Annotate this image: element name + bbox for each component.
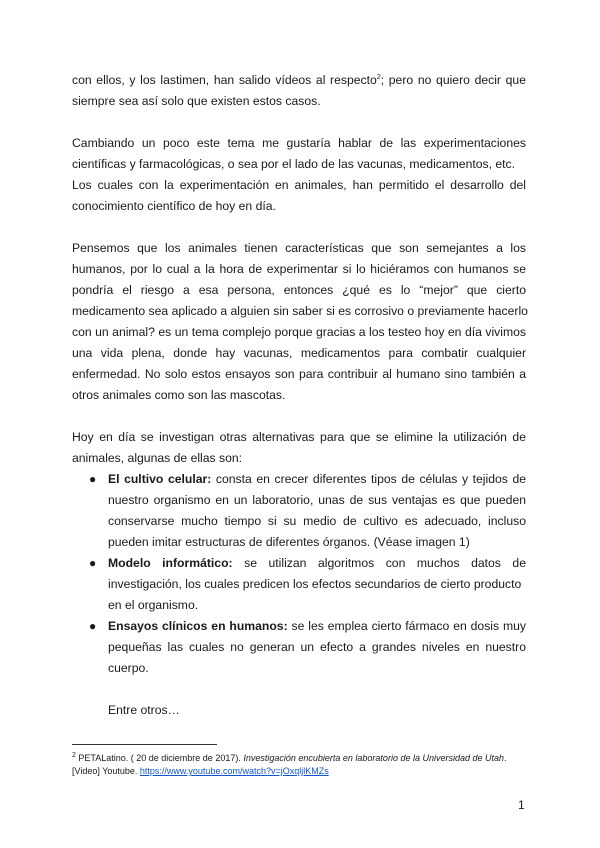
list-item-heading: Ensayos clínicos en humanos: xyxy=(108,619,288,633)
footnote-title: Investigación encubierta en laboratorio de la Universidad de Utah xyxy=(243,753,505,763)
paragraph-2-line-1: Cambiando un poco este tema me gustaría hablar de las experimentaciones xyxy=(72,136,526,150)
paragraph-3-line-5: con un animal? es un tema complejo porque gracias a los testeo hoy en día vivimos xyxy=(72,325,526,339)
footnote: $^2$ PETALatino. ( 20 de diciembre de 2017). Investigación encubierta en laboratorio de la Universidad de Utah. [Video] Youtube. https://www.youtube.com/watch?v=jOxqljlKMZs xyxy=(72,752,507,776)
list-item: ● Modelo informático: se utilizan algoritmos con muchos datos de investigación, los cuales predicen los efectos secundarios de cierto producto en el organismo. xyxy=(108,553,526,616)
page-number: 1 xyxy=(518,798,525,812)
bullet-icon: ● xyxy=(89,556,97,570)
footnote-reference[interactable]: 2 xyxy=(376,73,381,81)
paragraph-1-line-2: siempre sea así solo que existen estos casos. xyxy=(72,94,321,108)
bullet-icon: ● xyxy=(89,619,97,633)
paragraph-2-line-3: Los cuales con la experimentación en animales, han permitido el desarrollo del xyxy=(72,178,526,192)
paragraph-2-line-2: científicas y farmacológicas, o sea por el lado de las vacunas, medicamentos, etc. xyxy=(72,157,516,171)
paragraph-2 xyxy=(72,133,526,217)
list-item: ● El cultivo celular: consta en crecer diferentes tipos de células y tejidos de nuestro organismo en un laboratorio, unas de sus ventajas es que pueden conservarse mucho tiempo si su medio de cultivo es adecuado, incluso pueden imitar estructuras de diferentes órganos. (Véase imagen 1) xyxy=(108,469,526,553)
bullet-icon: ● xyxy=(89,472,97,486)
paragraph-3-line-1: Pensemos que los animales tienen características que son semejantes a los xyxy=(72,241,526,255)
paragraph-3-line-8: otros animales como son las mascotas. xyxy=(72,388,286,402)
paragraph-4-line-2: animales, algunas de ellas son: xyxy=(72,451,243,465)
paragraph-3-line-6: una vida plena, donde hay vacunas, medicamentos para combatir cualquier xyxy=(72,346,526,360)
list-item-heading: El cultivo celular: xyxy=(108,472,212,486)
paragraph-3-line-4: medicamento sea aplicado a alguien sin saber si es corrosivo o previamente hacerlo xyxy=(72,304,528,318)
list-item: ● Ensayos clínicos en humanos: se les emplea cierto fármaco en dosis muy pequeñas las cuales no generan un efecto a grandes niveles en nuestro cuerpo. xyxy=(108,616,526,679)
closing-text: Entre otros… xyxy=(108,703,180,717)
paragraph-1 xyxy=(72,70,526,112)
footnote-link[interactable]: https://www.youtube.com/watch?v=jOxqljlKMZs xyxy=(139,766,329,776)
paragraph-3-line-3: pondría el riesgo a esa persona, entonces ¿qué es lo “mejor” que cierto xyxy=(72,283,526,297)
footnote-divider xyxy=(72,744,217,745)
paragraph-1-line-1: con ellos, y los lastimen, han salido vídeos al respecto$^2$; pero no quiero decir que xyxy=(72,73,526,87)
paragraph-4-line-1: Hoy en día se investigan otras alternativas para que se elimine la utilización de xyxy=(72,430,526,444)
paragraph-3-line-7: enfermedad. No solo estos ensayos son para contribuir al humano sino también a xyxy=(72,367,526,381)
paragraph-4 xyxy=(72,427,526,469)
list-item-heading: Modelo informático: xyxy=(108,556,233,570)
paragraph-3-line-2: humanos, por lo cual a la hora de experimentar si lo hiciéramos con humanos se xyxy=(72,262,526,276)
paragraph-2-line-4: conocimiento científico de hoy en día. xyxy=(72,199,276,213)
footnote-number: 2 xyxy=(72,752,76,759)
paragraph-3 xyxy=(72,238,526,406)
